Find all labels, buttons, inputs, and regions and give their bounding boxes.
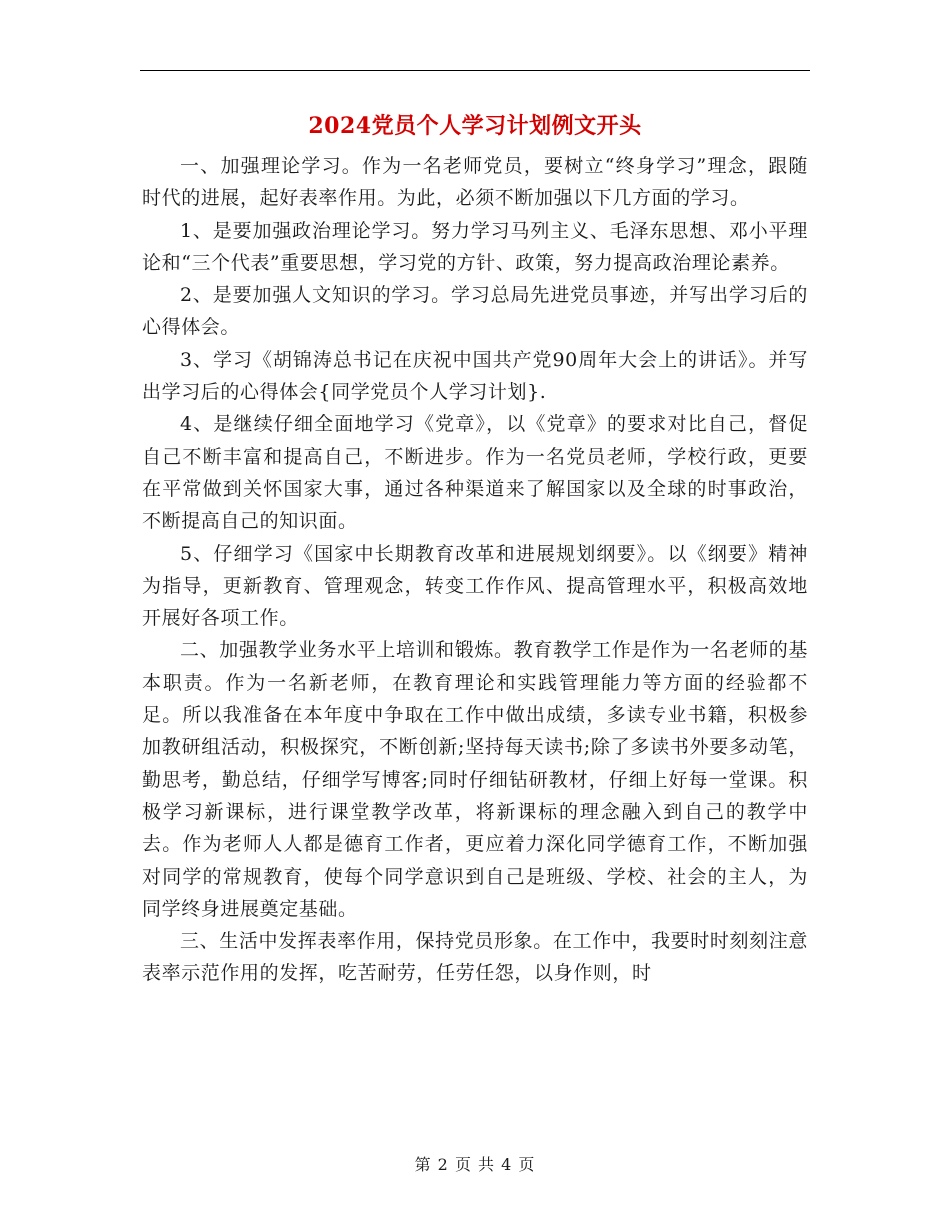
- paragraph-section-2: 二、加强教学业务水平上培训和锻炼。教育教学工作是作为一名老师的基本职责。作为一名新老师，在教育理论和实践管理能力等方面的经验都不足。所以我准备在本年度中争取在工作中做出成绩，多读专业书籍，积极参加教研组活动，积极探究，不断创新;坚持每天读书;除了多读书外要多动笔，勤思考，勤总结，仔细学写博客;同时仔细钻研教材，仔细上好每一堂课。积极学习新课标，进行课堂教学改革，将新课标的理念融入到自己的教学中去。作为老师人人都是德育工作者，更应着力深化同学德育工作，不断加强对同学的常规教育，使每个同学意识到自己是班级、学校、社会的主人，为同学终身进展奠定基础。: [142, 639, 808, 920]
- paragraph-item-4: 4、是继续仔细全面地学习《党章》，以《党章》的要求对比自己，督促自己不断丰富和提高自己，不断进步。作为一名党员老师，学校行政，更要在平常做到关怀国家大事，通过各种渠道来了解国家以及全球的时事政治，不断提高自己的知识面。: [142, 413, 808, 533]
- paragraph-item-3: 3、学习《胡锦涛总书记在庆祝中国共产党90周年大会上的讲话》。并写出学习后的心得体会{同学党员个人学习计划}.: [142, 348, 808, 404]
- paragraph-item-1: 1、是要加强政治理论学习。努力学习马列主义、毛泽东思想、邓小平理论和“三个代表”重要思想，学习党的方针、政策，努力提高政治理论素养。: [142, 219, 808, 274]
- header-rule: [140, 70, 810, 71]
- paragraph-item-2: 2、是要加强人文知识的学习。学习总局先进党员事迹，并写出学习后的心得体会。: [142, 284, 808, 339]
- document-title: 2024党员个人学习计划例文开头: [308, 113, 642, 139]
- paragraph-section-1: 一、加强理论学习。作为一名老师党员，要树立“终身学习”理念，跟随时代的进展，起好表率作用。为此，必须不断加强以下几方面的学习。: [142, 155, 808, 210]
- page-number: 第 2 页 共 4 页: [414, 1155, 536, 1174]
- paragraph-item-5: 5、仔细学习《国家中长期教育改革和进展规划纲要》。以《纲要》精神为指导，更新教育、管理观念，转变工作作风、提高管理水平，积极高效地开展好各项工作。: [142, 542, 808, 630]
- document-body: [142, 150, 808, 990]
- paragraph-section-3: 三、生活中发挥表率作用，保持党员形象。在工作中，我要时时刻刻注意表率示范作用的发挥，吃苦耐劳，任劳任怨，以身作则，时: [142, 930, 808, 985]
